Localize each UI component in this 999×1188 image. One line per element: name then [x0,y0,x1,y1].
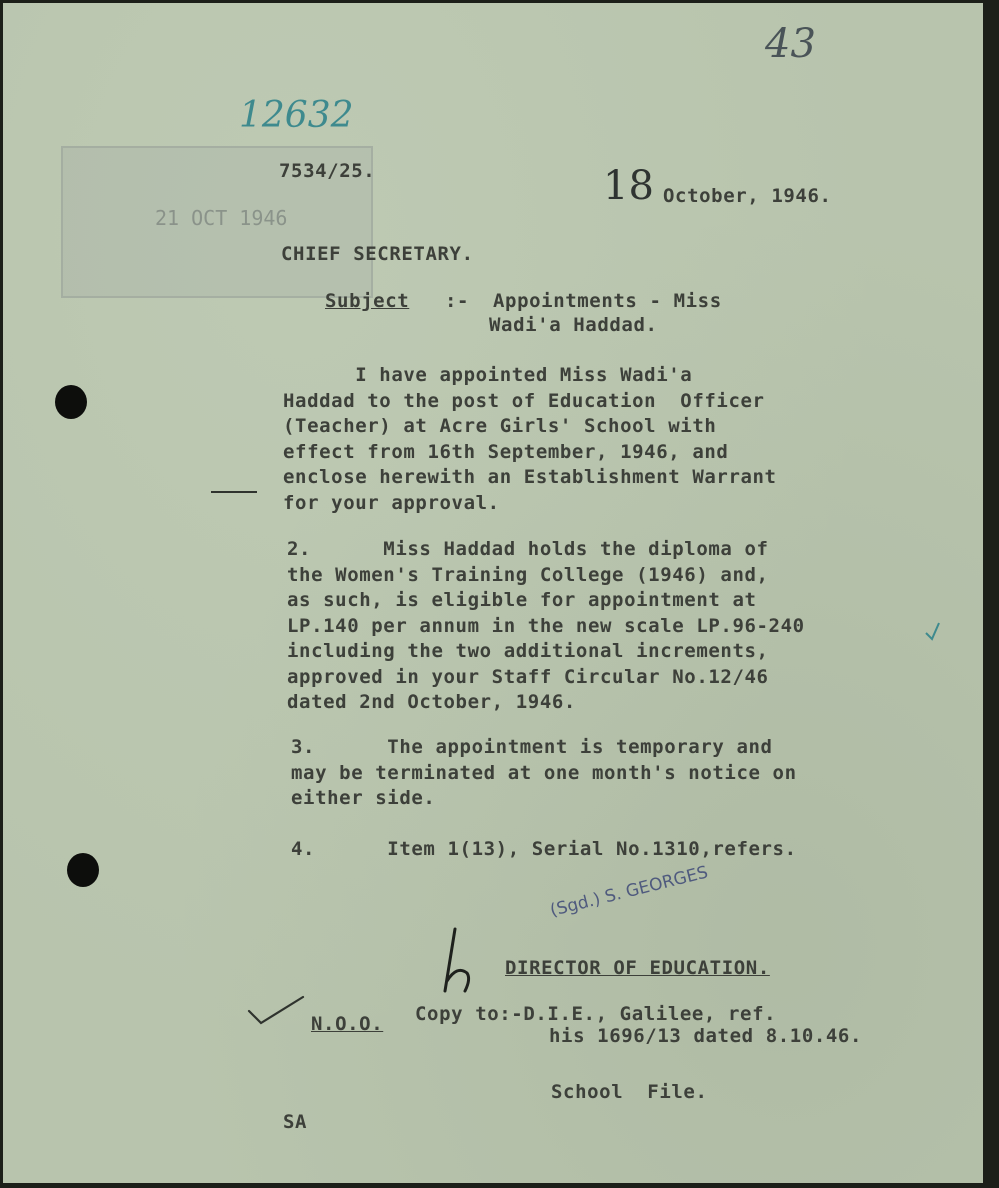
paragraph-line: for your approval. [283,491,500,514]
subject-line-1: Appointments - Miss [493,290,722,312]
punch-hole-bottom [67,853,99,887]
paragraph-line: effect from 16th September, 1946, and [283,440,729,463]
paragraph-1 [283,363,777,516]
paragraph-line: may be terminated at one month's notice on [291,761,797,784]
reference-number: 7534/25. [279,160,376,182]
handwritten-day: 18 [603,163,654,209]
copy-line-2: his 1696/13 dated 8.10.46. [549,1025,863,1047]
subject-line-2: Wadi'a Haddad. [489,314,658,336]
document-page [3,3,983,1183]
paragraph-line: enclose herewith an Establishment Warrant [283,466,777,488]
file-line: School File. [551,1081,708,1103]
paragraph-4: 4. Item 1(13), Serial No.1310,refers. [291,838,797,860]
subject-separator: :- [445,290,470,312]
copy-label: N.O.O. [311,1013,384,1035]
copy-line-1: Copy to:-D.I.E., Galilee, ref. [415,1003,777,1025]
letter-date: October, 1946. [663,185,832,207]
addressee: CHIEF SECRETARY. [281,243,474,265]
check-mark [245,993,307,1029]
signature-stamp: (Sgd.) S. GEORGES [548,862,711,921]
paragraph-2 [287,537,805,716]
paragraph-line: (Teacher) at Acre Girls' School with [283,415,717,437]
tick-mark [923,619,943,643]
paragraph-line: including the two additional increments, [287,640,769,662]
paragraph-line: LP.140 per annum in the new scale LP.96-240 [287,614,805,637]
paragraph-line: either side. [291,787,436,809]
stamp-date: 21 OCT 1946 [155,206,288,230]
paragraph-line: as such, is eligible for appointment at [287,589,757,611]
subject-label: Subject [325,290,410,312]
registry-number: 12632 [239,95,354,136]
punch-hole-top [55,385,87,419]
paragraph-line: Haddad to the post of Education Officer [283,389,765,412]
paragraph-line: approved in your Staff Circular No.12/46 [287,665,769,688]
initials: SA [283,1111,308,1133]
handwritten-initial [435,925,483,997]
paragraph-line: 2. Miss Haddad holds the diploma of [287,538,769,560]
paragraph-line: the Women's Training College (1946) and, [287,563,769,586]
folio-number: 43 [765,21,816,67]
paragraph-line: 3. The appointment is temporary and [291,736,773,758]
margin-dash [211,491,257,493]
paragraph-3 [291,735,797,812]
paragraph-line: dated 2nd October, 1946. [287,691,576,713]
paragraph-line: I have appointed Miss Wadi'a [283,364,693,386]
signatory: DIRECTOR OF EDUCATION. [505,957,770,979]
